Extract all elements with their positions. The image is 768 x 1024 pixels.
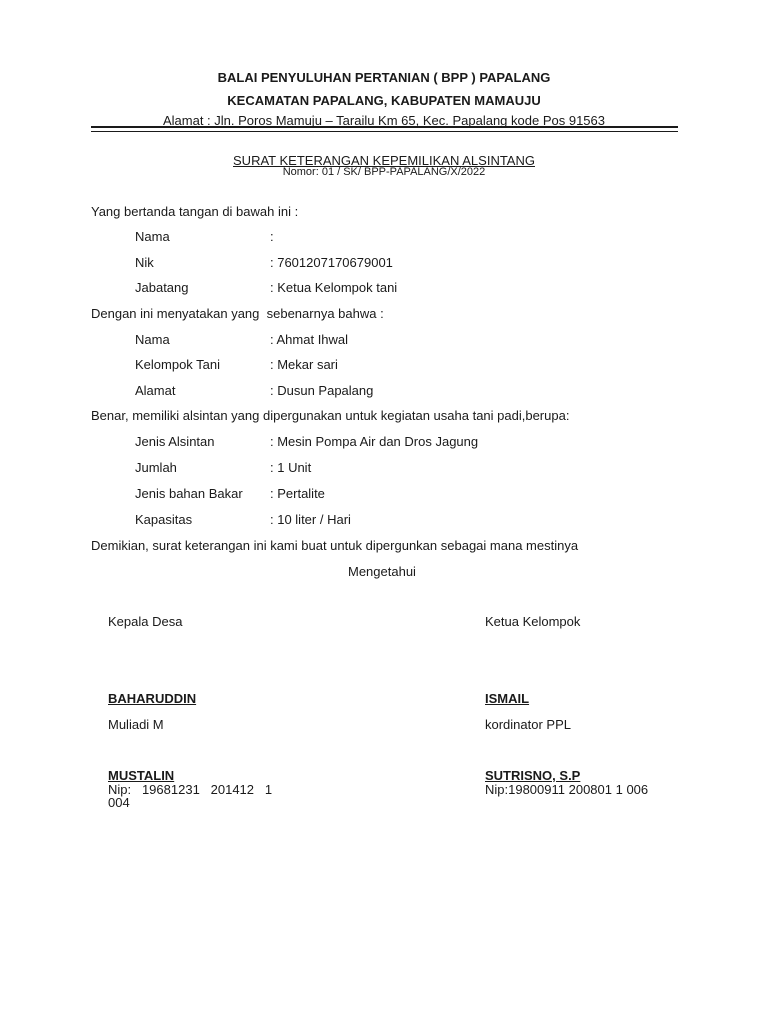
letterhead-line1: BALAI PENYULUHAN PERTANIAN ( BPP ) PAPALANG — [217, 70, 551, 85]
field-label: Nama — [135, 229, 170, 244]
signature-left-role: Kepala Desa — [108, 614, 183, 629]
field-value: : 7601207170679001 — [270, 255, 393, 270]
field-label: Kelompok Tani — [135, 357, 221, 372]
signature-left-name2: MUSTALIN — [108, 768, 175, 783]
field-label: Jenis Alsintan — [135, 434, 215, 449]
signature-left-nip-cont: 004 — [108, 795, 130, 810]
signature-left-name: BAHARUDDIN — [108, 691, 197, 706]
statement-text: Dengan ini menyatakan yang sebenarnya bahwa : — [91, 306, 384, 321]
signature-right-role: Ketua Kelompok — [485, 614, 581, 629]
signature-left-role2: Muliadi M — [108, 717, 164, 732]
field-value: : Dusun Papalang — [270, 383, 374, 398]
field-value: : 10 liter / Hari — [270, 512, 351, 527]
field-value: : 1 Unit — [270, 460, 312, 475]
mengetahui-label: Mengetahui — [348, 564, 416, 579]
signature-right-name2: SUTRISNO, S.P — [485, 768, 581, 783]
field-value: : Mesin Pompa Air dan Dros Jagung — [270, 434, 479, 449]
document-title: SURAT KETERANGAN KEPEMILIKAN ALSINTANG — [233, 153, 535, 168]
field-value: : Ahmat Ihwal — [270, 332, 349, 347]
field-label: Alamat — [135, 383, 176, 398]
letterhead-address: Alamat : Jln. Poros Mamuju – Tarailu Km 65, Kec. Papalang kode Pos 91563 — [162, 113, 605, 128]
field-value: : Pertalite — [270, 486, 325, 501]
intro-text: Yang bertanda tangan di bawah ini : — [91, 204, 299, 219]
field-label: Nik — [135, 255, 154, 270]
letterhead-divider-bottom — [91, 131, 678, 132]
field-label: Jabatang — [135, 280, 189, 295]
ownership-text: Benar, memiliki alsintan yang dipergunakan untuk kegiatan usaha tani padi,berupa: — [91, 408, 570, 423]
letterhead-line2: KECAMATAN PAPALANG, KABUPATEN MAMAUJU — [227, 93, 541, 108]
signature-right-name: ISMAIL — [485, 691, 530, 706]
signature-right-nip: Nip:19800911 200801 1 006 — [485, 782, 649, 797]
document-number: Nomor: 01 / SK/ BPP-PAPALANG/X/2022 — [282, 166, 486, 178]
field-label: Nama — [135, 332, 170, 347]
signature-left-nip: Nip: 19681231 201412 1 — [108, 782, 273, 797]
field-value: : Ketua Kelompok tani — [270, 280, 398, 295]
field-label: Jenis bahan Bakar — [135, 486, 243, 501]
closing-text: Demikian, surat keterangan ini kami buat untuk dipergunkan sebagai mana mestinya — [91, 538, 579, 553]
field-value: : — [270, 229, 274, 244]
field-label: Jumlah — [135, 460, 177, 475]
field-value: : Mekar sari — [270, 357, 338, 372]
field-label: Kapasitas — [135, 512, 193, 527]
signature-right-role2: kordinator PPL — [485, 717, 571, 732]
